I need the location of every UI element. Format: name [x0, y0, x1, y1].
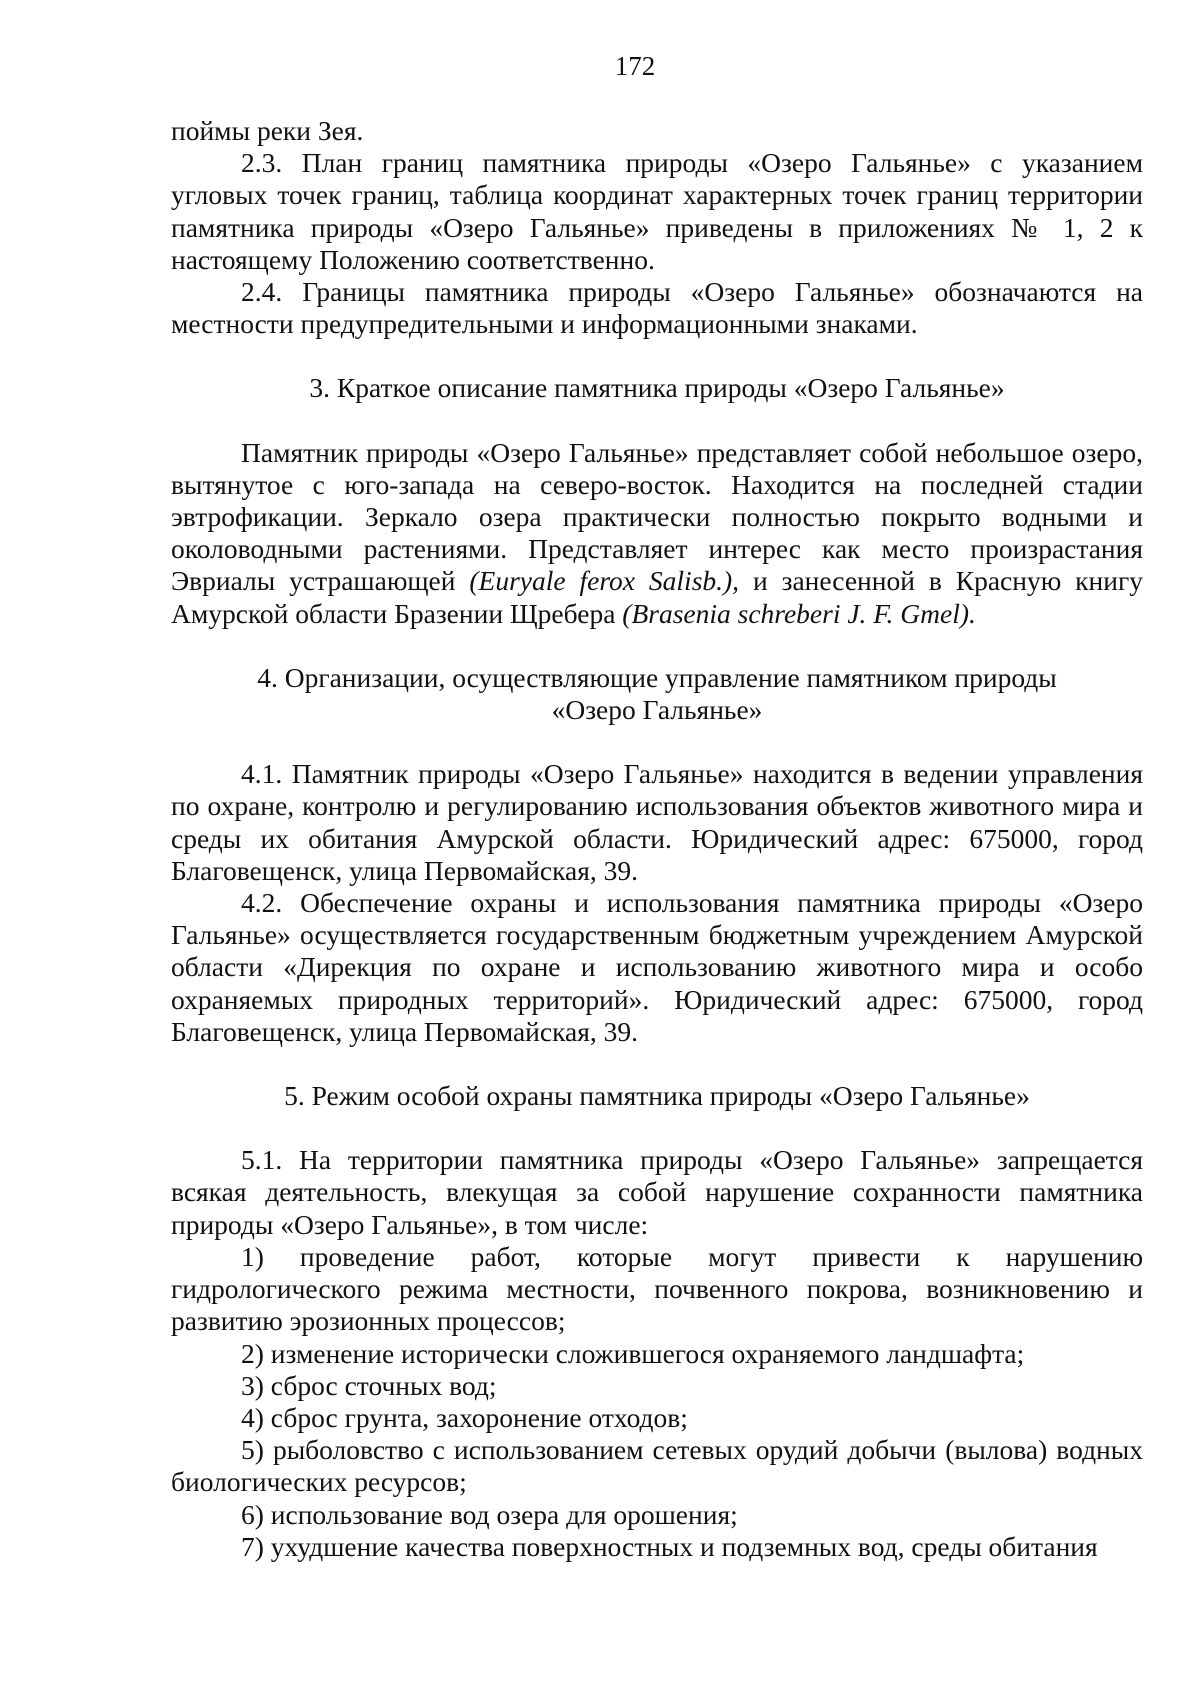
paragraph-4-2: 4.2. Обеспечение охраны и использования памятника природы «Озеро Гальянье» осуществляется государственным бюджетным учреждением Амурской области «Дирекция по охране и использованию животного мира и особо охраняемых природных территорий». Юридический адрес: 675000, город Благовещенск, улица Первомайская, 39. [171, 887, 1143, 1047]
list-item: 4) сброс грунта, захоронение отходов; [241, 1401, 688, 1433]
paragraph-4-1: 4.1. Памятник природы «Озеро Гальянье» находится в ведении управления по охране, контролю и регулированию использования объектов животного мира и среды их обитания Амурской области. Юридический адрес: 675000, город Благовещенск, улица Первомайская, 39. [171, 758, 1143, 886]
list-item: 3) сброс сточных вод; [241, 1369, 497, 1401]
paragraph-3-text: Памятник природы «Озеро Гальянье» представляет собой небольшое озеро, вытянутое с юго-запада на северо-восток. Находится на последней стадии эвтрофикации. Зеркало озера практически полностью покрыто водными и околоводными растениями. Представляет интерес как место произрастания Эвриалы устрашающей [171, 436, 1143, 597]
paragraph-continuation: поймы реки Зея. [171, 115, 364, 146]
paragraph-3-text-cont: и занесенной в Красную книгу Амурской области Бразении Щребера [171, 565, 1144, 629]
section-heading-5: 5. Режим особой охраны памятника природы «Озеро Гальянье» [284, 1080, 1030, 1112]
list-item: 6) использование вод озера для орошения; [241, 1498, 738, 1530]
latin-name-brasenia: (Brasenia schreberi J. F. Gmel). [622, 597, 976, 629]
section-heading-3: 3. Краткое описание памятника природы «Озеро Гальянье» [309, 372, 1005, 404]
paragraph-2-4: 2.4. Границы памятника природы «Озеро Гальянье» обозначаются на местности предупредительными и информационными знаками. [171, 276, 1143, 340]
section-heading-4-line-1: 4. Организации, осуществляющие управление памятником природы [257, 661, 1057, 693]
document-body [171, 115, 1143, 1563]
latin-name-euryale: (Euryale ferox Salisb.), [469, 565, 740, 597]
list-item: 1) проведение работ, которые могут привести к нарушению гидрологического режима местности, почвенного покрова, возникновению и развитию эрозионных процессов; [171, 1240, 1143, 1337]
paragraph-2-3: 2.3. План границ памятника природы «Озеро Гальянье» с указанием угловых точек границ, таблица координат характерных точек границ территории памятника природы «Озеро Гальянье» приведены в приложениях № 1, 2 к настоящему Положению соответственно. [171, 147, 1143, 275]
paragraph-3 [171, 437, 1143, 630]
list-item: 5) рыболовство с использованием сетевых орудий добычи (вылова) водных биологических ресурсов; [171, 1434, 1143, 1498]
paragraph-5-1: 5.1. На территории памятника природы «Озеро Гальянье» запрещается всякая деятельность, влекущая за собой нарушение сохранности памятника природы «Озеро Гальянье», в том числе: [171, 1144, 1143, 1240]
page-number: 172 [614, 51, 656, 81]
list-item: 2) изменение исторически сложившегося охраняемого ландшафта; [241, 1337, 1025, 1369]
list-item: 7) ухудшение качества поверхностных и подземных вод, среды обитания [241, 1530, 1098, 1562]
section-heading-4-line-2: «Озеро Гальянье» [551, 694, 763, 726]
